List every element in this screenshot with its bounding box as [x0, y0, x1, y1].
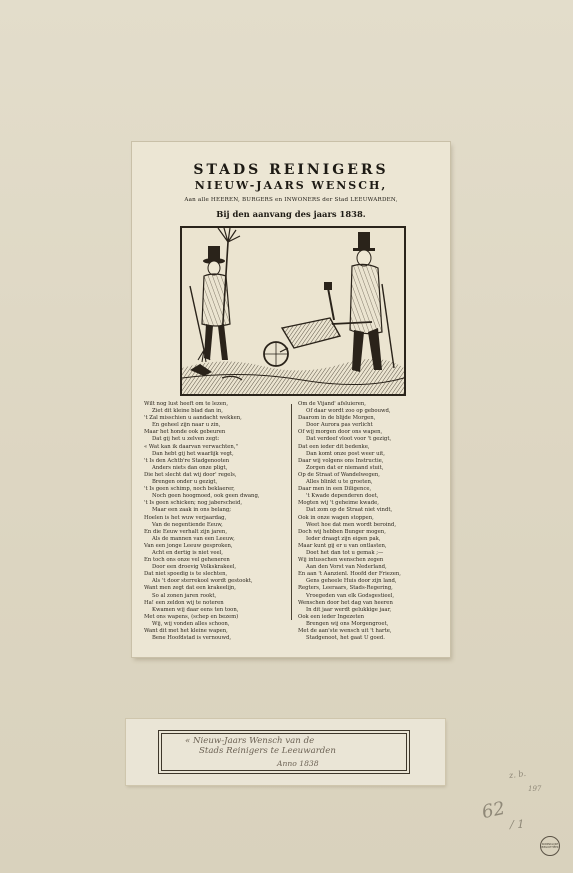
pencil-note-2: 197 — [528, 785, 542, 793]
label-handwriting-line2: Stads Reinigers te Leeuwarden — [199, 746, 336, 756]
verse-line: Bene Hoofdstad is vernouwd, — [152, 635, 232, 642]
verse-line: Ziet dit kleine blad dan in, — [152, 408, 223, 415]
verse-line: Doet het dan tot u gemak ;— — [306, 549, 384, 556]
verse-line: Die het slecht dat wij door' regels, — [144, 471, 237, 478]
verse-line: Dan hebt gij het waarlijk vegt, — [152, 450, 234, 457]
verse-line: Ieder draagt zijn eigen pak, — [306, 535, 381, 542]
verse-line: Kwamen wij daar eens ten toon, — [152, 606, 239, 613]
verse-line: Ook een ieder Ingezeten — [298, 613, 364, 620]
broadsheet — [132, 142, 450, 657]
verse-line: So al zonen jaren rookt, — [152, 592, 217, 599]
verse-line: 't Is den Achtb're Stadgenooten — [144, 457, 230, 464]
verse-line: Dat verdeef vloot voor 't gezigt, — [306, 436, 392, 443]
verse-line: Aan den Vorst van Nederland, — [306, 564, 387, 571]
verse-line: Door Aurora pas verlicht — [306, 422, 373, 429]
verse-line: Van de negentiende Eeuw, — [152, 521, 223, 528]
verse-line: Om de Vijand' afsluieren, — [298, 401, 366, 407]
column-divider — [291, 404, 292, 620]
verse-line: Noch geen hoogmoed, ook geen dwang, — [152, 493, 260, 500]
verse-line: In dit jaar werdt gelukkige jaar, — [306, 606, 392, 613]
verse-line: Of daar wordt zoo op gebouwd, — [306, 408, 391, 415]
verse-line: Wij, wij vonden alles schoon, — [152, 620, 230, 627]
verse-line: Dat zom op de Straat niet vindt, — [306, 507, 393, 514]
label-handwriting-line3: Anno 1838 — [277, 759, 319, 768]
verse-line: En geheel zijn naar u zin, — [152, 422, 221, 429]
verse-line: Gens geheele Huis door zijn land, — [306, 578, 397, 585]
verse-line: En aan 't Aanzienl. Hoofd der Friezen, — [298, 571, 401, 578]
verse-line: Stadgenoot, het gaat U goed. — [306, 635, 385, 642]
verse-column-right — [298, 401, 448, 642]
verse-line: 't Is geen schicken; nog jaberscheid, — [144, 500, 243, 507]
verse-line: Ha! een zeldon wij te noteren — [144, 599, 224, 606]
verse-line: 't Kwade dependeren doet, — [306, 493, 379, 500]
verse-line: Op de Straat of Wandelwegen, — [298, 471, 380, 478]
verse-line: Maar het honde ook gebeuren — [144, 429, 226, 436]
verse-line: Met ons wapens, (schep en bezem) — [144, 613, 239, 620]
library-stamp — [540, 836, 560, 856]
verse-line: Als 't door sterrekool wordt gestookt, — [152, 578, 253, 585]
verse-line: Dat een ieder dit bedenke, — [298, 443, 370, 450]
verse-line: Als de mannen van een Leeuw, — [152, 535, 235, 542]
verse-line: Want dit met het kleine wapen, — [144, 628, 228, 634]
pencil-note-3: 62 — [480, 797, 507, 824]
verse-line: Want men zegt dat een krakeelijn, — [144, 585, 236, 592]
verse-line: Wij intusschen wenschen zegen — [298, 557, 384, 564]
verse-line: Daar men in een Diligence, — [298, 486, 372, 493]
verse-line: Doch wij hebben Bunger mogen, — [298, 528, 386, 535]
verse-line: « Wat kan ik daarvan verwachten," — [144, 443, 238, 450]
verse-line: Brengen onder u gezigt, — [152, 479, 218, 486]
verse-line: Wenschen door het dag van heeren — [298, 599, 393, 606]
verse-line: Dan komt onze post weer uit, — [306, 450, 385, 457]
verse-line: Dat gij het u zelven zegt: — [152, 436, 220, 443]
verse-line: En die Eeuw verhalt zijn jaren, — [144, 528, 228, 535]
verse-line: Zorgen dat er niemand stuit, — [306, 464, 384, 471]
verse-line: Daarom in de blijde Morgen, — [298, 415, 376, 422]
pencil-note-1: z. b. — [508, 768, 527, 781]
mount-label-strip — [126, 719, 445, 785]
street-sweepers-woodcut — [182, 228, 404, 394]
verse-line: Vroegeden van elk Godsgestieel, — [306, 592, 395, 599]
verse-line: Dat niet spoedig is te slechten, — [144, 571, 228, 578]
verse-line: Door een droevig Volkskrakeel, — [152, 564, 237, 571]
verse-line: Of wij morgen door ons wapen, — [298, 429, 383, 436]
verse-line: Brengen wij ons Morgengroet, — [306, 620, 389, 627]
verse-line: En toch ons onze vel geheneren — [144, 557, 230, 564]
pencil-note-4: / 1 — [510, 818, 525, 831]
verse-line: Weet hoe dat men wordt beroind, — [306, 521, 397, 528]
verse-line: Wilt nog lust heeft om te lezen, — [144, 401, 229, 407]
broadsheet-title: STADS REINIGERS — [193, 162, 389, 178]
verse-line: Regters, Leeraars, Stads-Regering, — [298, 585, 393, 592]
verse-line: Ook in onze wagen stoppen, — [298, 514, 374, 521]
verse-line: Maar een zaak in ons belang; — [152, 507, 232, 514]
woodcut-illustration — [180, 226, 406, 396]
verse-line: Anders niets dan onze pligt, — [152, 464, 228, 471]
broadsheet-subtitle: NIEUW-JAARS WENSCH, — [194, 179, 388, 192]
verse-line: Mogten wij 't geheime kwade, — [298, 500, 379, 507]
verse-column-left — [144, 401, 294, 642]
broadsheet-dedication: Aan alle HEEREN, BURGERS en INWONERS der Stad LEEUWARDEN, — [184, 197, 398, 203]
verse-line: Van een jonge Leeuw gesproken, — [144, 542, 233, 549]
mount-label-card — [158, 730, 410, 774]
broadsheet-occasion: Bij den aanvang des jaars 1838. — [216, 209, 366, 219]
stamp-line2: BIBLIOTHEEK — [541, 846, 559, 849]
verse-line: Alles blinkt u te groeten, — [306, 479, 373, 486]
verse-line: 't Is geen schimp, noch beklaerer, — [144, 486, 235, 493]
stamp-line1: KONINKLIJKE — [541, 843, 559, 846]
verse-line: Met de aan'ste wensch uit 't harte, — [298, 628, 392, 634]
verse-line: Daar wij volgens ons Instructie, — [298, 457, 384, 464]
verse-line: 't Zal misschien u aandacht wekken, — [144, 415, 242, 422]
verse-line: Hoelen is het wuw verjaardag, — [144, 514, 227, 521]
label-handwriting-line1: « Nieuw-Jaars Wensch van de — [185, 736, 315, 746]
verse-line: Maar kunt gij er u van ontlasten, — [298, 542, 387, 549]
verse-line: Acht en dertig is niet veel, — [152, 549, 223, 556]
